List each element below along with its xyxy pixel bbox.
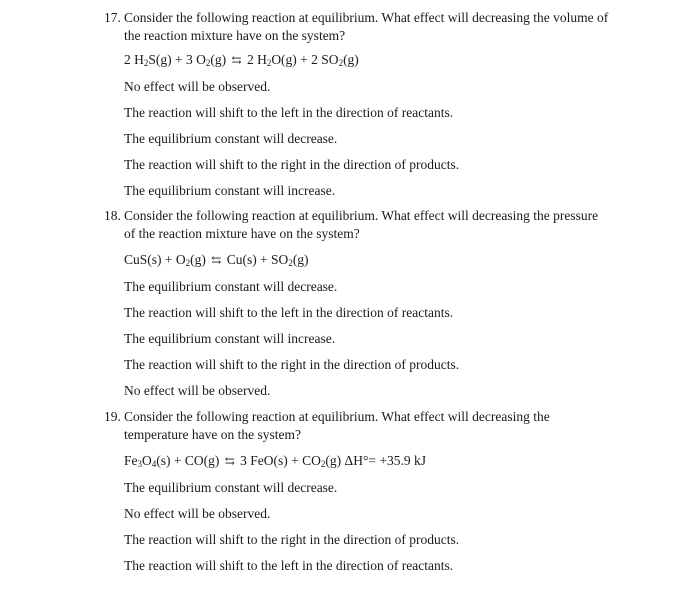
answer-option[interactable]: The equilibrium constant will decrease. — [124, 131, 338, 146]
question-prompt-line: temperature have on the system? — [124, 427, 301, 442]
equilibrium-arrow-icon: ⇆ — [211, 253, 222, 267]
answer-option[interactable]: The reaction will shift to the left in the direction of reactants. — [124, 305, 454, 320]
answer-option[interactable]: The equilibrium constant will increase. — [124, 331, 336, 346]
answer-option[interactable]: The reaction will shift to the right in the direction of products. — [124, 532, 460, 547]
question-number: 17. — [104, 10, 121, 25]
question-prompt-line: Consider the following reaction at equilibrium. What effect will decreasing the pressure — [124, 208, 599, 223]
reaction-equation: $Fe_3O_4(s) + CO(g)$ ⇆ 3 $FeO(s) + CO_2(g)$ ΔH°= +35.9 kJ — [124, 453, 426, 469]
answer-option[interactable]: The equilibrium constant will decrease. — [124, 279, 338, 294]
answer-option[interactable]: No effect will be observed. — [124, 506, 271, 521]
answer-option[interactable]: No effect will be observed. — [124, 79, 271, 94]
equilibrium-arrow-icon: ⇆ — [224, 454, 235, 468]
question-prompt-line: the reaction mixture have on the system? — [124, 28, 346, 43]
question-number: 19. — [104, 409, 121, 424]
answer-option[interactable]: No effect will be observed. — [124, 383, 271, 398]
answer-option[interactable]: The equilibrium constant will decrease. — [124, 480, 338, 495]
answer-option[interactable]: The reaction will shift to the right in the direction of products. — [124, 157, 460, 172]
question-prompt-line: Consider the following reaction at equilibrium. What effect will decreasing the — [124, 409, 550, 424]
question-prompt-line: Consider the following reaction at equilibrium. What effect will decreasing the volume of — [124, 10, 609, 25]
reaction-equation: 2 $H_2S(g) + 3$ $O_2(g)$ ⇆ 2 $H_2O(g) + 2$ $SO_2(g)$ — [124, 52, 359, 68]
answer-option[interactable]: The equilibrium constant will increase. — [124, 183, 336, 198]
answer-option[interactable]: The reaction will shift to the right in the direction of products. — [124, 357, 460, 372]
answer-option[interactable]: The reaction will shift to the left in the direction of reactants. — [124, 558, 454, 573]
question-number: 18. — [104, 208, 121, 223]
question-prompt-line: of the reaction mixture have on the system? — [124, 226, 360, 241]
equilibrium-arrow-icon: ⇆ — [231, 53, 242, 67]
answer-option[interactable]: The reaction will shift to the left in the direction of reactants. — [124, 105, 454, 120]
reaction-equation: $CuS(s) + O_2(g)$ ⇆ $Cu(s) + SO_2(g)$ — [124, 252, 309, 268]
